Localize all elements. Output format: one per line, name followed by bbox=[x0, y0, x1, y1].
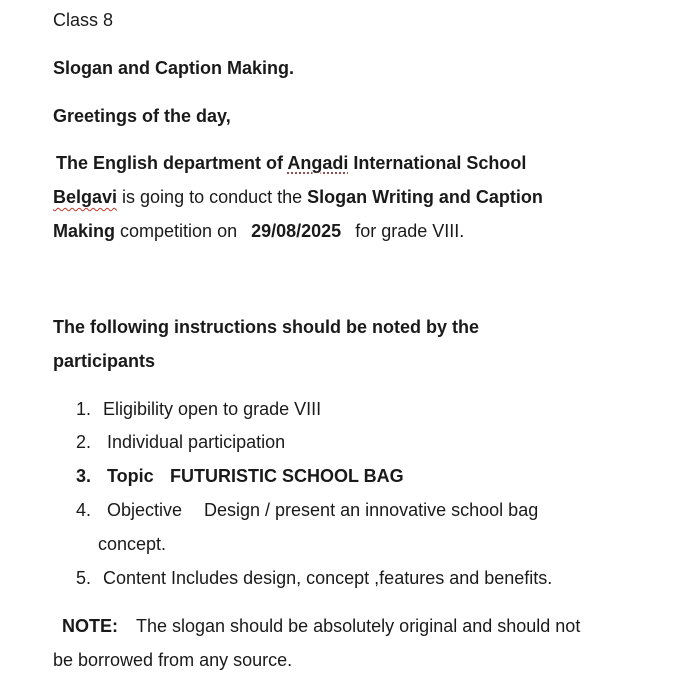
intro-line-3 bbox=[53, 220, 464, 242]
list-item-text: Eligibility open to grade VIII bbox=[103, 399, 322, 419]
greeting: Greetings of the day, bbox=[53, 106, 231, 126]
intro-line-2 bbox=[53, 186, 543, 208]
objective-value-continued: concept. bbox=[98, 534, 167, 554]
list-item-text: Individual participation bbox=[107, 432, 286, 452]
topic-value: FUTURISTIC SCHOOL BAG bbox=[170, 466, 404, 486]
instructions-heading-line-2: participants bbox=[53, 351, 156, 371]
note-line-2: be borrowed from any source. bbox=[53, 650, 293, 670]
objective-value: Design / present an innovative school bag bbox=[204, 500, 539, 520]
city-name: Belgavi bbox=[53, 187, 118, 207]
intro-line-1 bbox=[56, 152, 526, 174]
list-item-label: Topic bbox=[107, 466, 154, 486]
list-item-number: 3. bbox=[76, 466, 92, 486]
list-item-text: Content Includes design, concept ,features and benefits. bbox=[103, 568, 553, 588]
note-text-1: The slogan should be absolutely original and should not bbox=[136, 616, 581, 636]
intro-text-1: The English department of bbox=[56, 153, 288, 173]
list-item-number: 1. bbox=[76, 399, 92, 419]
school-name: Angadi bbox=[287, 153, 349, 173]
list-item-number: 4. bbox=[76, 500, 92, 520]
intro-text-2: International School bbox=[348, 153, 527, 173]
intro-text-5: for grade VIII. bbox=[355, 221, 465, 241]
instructions-heading-line-1: The following instructions should be noted by the bbox=[53, 317, 479, 337]
class-label: Class 8 bbox=[53, 10, 114, 30]
note-label: NOTE: bbox=[62, 616, 118, 636]
intro-text-3: is going to conduct the bbox=[117, 187, 308, 207]
list-item-label: Objective bbox=[107, 500, 183, 520]
note-line-1 bbox=[62, 615, 580, 637]
competition-name-1: Slogan Writing and Caption bbox=[307, 187, 543, 207]
list-item-number: 2. bbox=[76, 432, 92, 452]
list-item-number: 5. bbox=[76, 568, 92, 588]
competition-name-2: Making bbox=[53, 221, 116, 241]
intro-text-4: competition on bbox=[115, 221, 238, 241]
subject-title: Slogan and Caption Making. bbox=[53, 58, 295, 78]
competition-date: 29/08/2025 bbox=[251, 221, 342, 241]
